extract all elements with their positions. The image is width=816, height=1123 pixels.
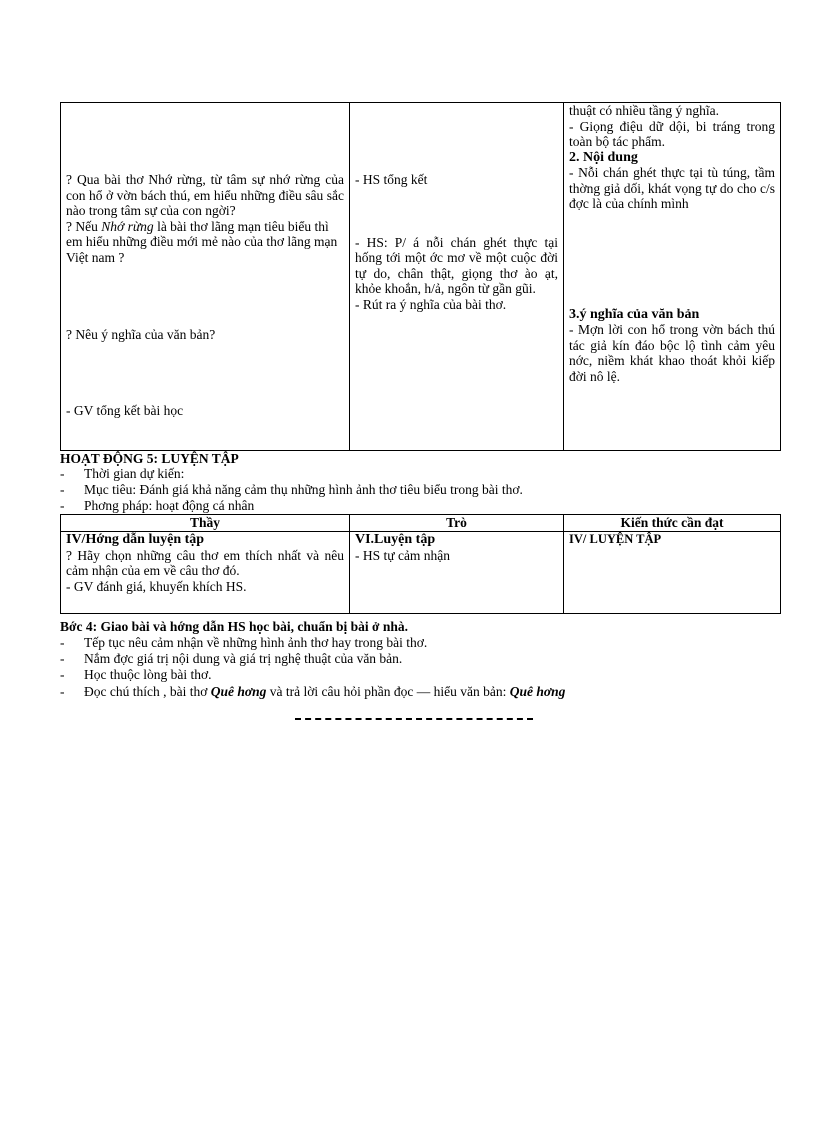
- practice-teacher-cell: [61, 532, 350, 614]
- question-3: ? Nêu ý nghĩa của văn bản?: [66, 327, 216, 342]
- student-answer-1: - HS tổng kết: [355, 172, 428, 187]
- header-teacher: Thầy: [61, 515, 350, 532]
- activity-item: - Mục tiêu: Đánh giá khả năng cảm thụ những hình ảnh thơ tiêu biểu trong bài thơ.: [60, 482, 523, 497]
- activity-item: - Thời gian dự kiến:: [60, 466, 185, 481]
- end-separator: [295, 718, 533, 720]
- question-2: ? Nếu Nhớ rừng là bài thơ lãng mạn tiêu biểu thì em hiểu những điều mới mẻ nào của thơ lãng mạn Việt nam ?: [66, 218, 338, 265]
- teacher-column: [61, 103, 350, 451]
- practice-guide-title: IV/Hớng dẫn luyện tập: [66, 532, 205, 547]
- step4-item: - Học thuộc lòng bài thơ.: [60, 667, 212, 682]
- meaning-text: - Mợn lời con hổ trong vờn bách thú tác giả kín đáo bộc lộ tình cảm yêu nớc, niềm khát khao thoát khỏi kiếp đời nô lệ.: [569, 322, 775, 384]
- content-heading: 2. Nội dung: [569, 149, 638, 165]
- header-student: Trò: [350, 515, 564, 532]
- knowledge-line-1: thuật có nhiều tầng ý nghĩa.: [569, 103, 719, 118]
- lesson-table-continued: [60, 102, 781, 451]
- practice-knowledge-title: IV/ LUYỆN TẬP: [569, 532, 662, 546]
- student-answer-3: - Rút ra ý nghĩa của bài thơ.: [355, 296, 507, 312]
- practice-student-title: VI.Luyện tập: [355, 532, 436, 547]
- student-answer-2: - HS: P/ á nỗi chán ghét thực tại hống tới một ớc mơ về một cuộc đời tự do, chân thật, giọng thơ ào ạt, khỏe khoắn, h/ả, ngôn từ gần gũi.: [355, 234, 558, 296]
- teacher-summary: - GV tổng kết bài học: [66, 402, 184, 418]
- practice-knowledge-cell: [564, 532, 781, 614]
- step4-item-reading: - Đọc chú thích , bài thơ Quê hơng và trả lời câu hỏi phần đọc — hiểu văn bản: Quê hơng: [60, 684, 566, 699]
- activity-item: - Phơng pháp: hoạt động cá nhân: [60, 498, 255, 513]
- practice-student-cell: [350, 532, 564, 614]
- activity-title: HOẠT ĐỘNG 5: LUYỆN TẬP: [60, 451, 239, 466]
- question-1: ? Qua bài thơ Nhớ rừng, từ tâm sự nhớ rừng của con hổ ở vờn bách thú, em hiểu những điều sâu sắc nào trong tâm sự của con ngời?: [66, 172, 344, 218]
- practice-question: ? Hãy chọn những câu thơ em thích nhất và nêu cảm nhận của em về câu thơ đó.: [66, 547, 344, 578]
- meaning-heading: 3.ý nghĩa của văn bản: [569, 306, 700, 322]
- header-knowledge: Kiến thức cần đạt: [564, 515, 781, 532]
- student-column: [350, 103, 564, 451]
- step4-title: Bớc 4: Giao bài và hớng dẫn HS học bài, chuẩn bị bài ở nhà.: [60, 619, 409, 634]
- step4-item: - Tếp tục nêu cảm nhận về những hình ảnh thơ hay trong bài thơ.: [60, 635, 428, 650]
- practice-teacher-note: - GV đánh giá, khuyến khích HS.: [66, 578, 247, 594]
- practice-table: [60, 514, 781, 614]
- practice-student-text: - HS tự cảm nhận: [355, 547, 451, 563]
- content-text: - Nỗi chán ghét thực tại tù túng, tầm thờng giả dối, khát vọng tự do cho c/s đợc là của chính mình: [569, 165, 775, 211]
- knowledge-column: [564, 103, 781, 451]
- step4-item: - Nắm đợc giá trị nội dung và giá trị nghệ thuật của văn bản.: [60, 651, 403, 666]
- knowledge-line-2: - Giọng điệu dữ dội, bi tráng trong toàn bộ tác phẩm.: [569, 118, 775, 149]
